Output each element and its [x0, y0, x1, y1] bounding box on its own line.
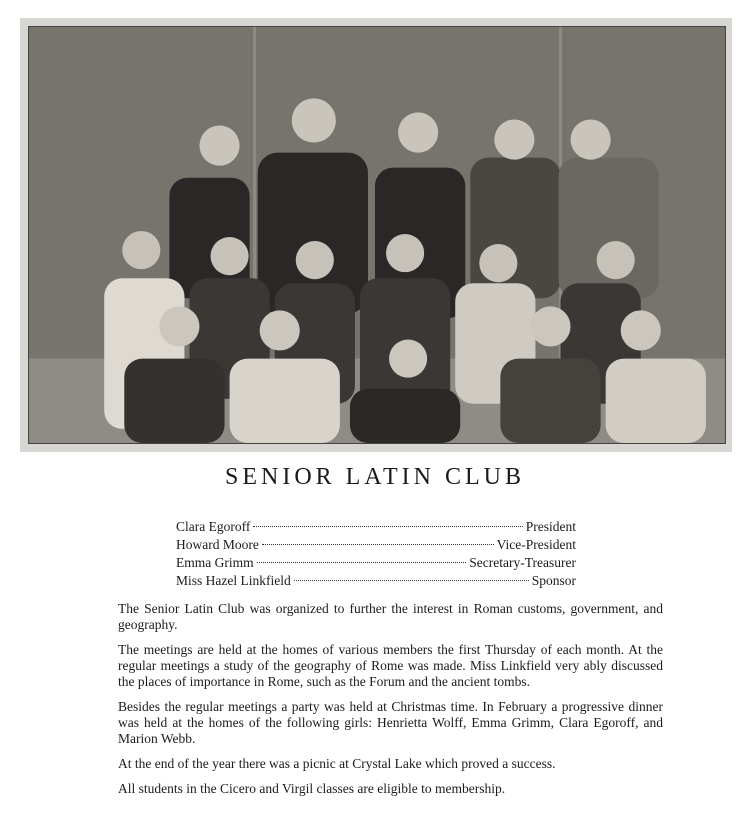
paragraph: At the end of the year there was a picnic at Crystal Lake which proved a success. — [118, 756, 556, 771]
page-title: SENIOR LATIN CLUB — [225, 464, 525, 490]
paragraph: The meetings are held at the homes of various members the first Thursday of each month. At the regular meetings a study of the geography of Rome was made. Miss Linkfield very ably discussed the places of importance in Rome, such as the Forum and the ancient tombs. — [118, 642, 663, 689]
paragraph: All students in the Cicero and Virgil classes are eligible to membership. — [118, 781, 506, 796]
officer-name: Miss Hazel Linkfield — [176, 573, 291, 588]
officer-office: Secretary-Treasurer — [469, 555, 576, 570]
paragraph: The Senior Latin Club was organized to further the interest in Roman customs, government, and geography. — [118, 601, 663, 632]
officer-name: Emma Grimm — [176, 555, 254, 570]
officer-row — [176, 518, 576, 536]
club-group-photo — [28, 26, 726, 444]
officers-list — [176, 518, 576, 590]
officer-row — [176, 572, 576, 590]
dot-leader — [262, 543, 494, 545]
club-photo-frame — [20, 18, 732, 452]
group-photo-illustration — [29, 27, 725, 443]
officer-office: Vice-President — [496, 537, 576, 552]
officer-name: Howard Moore — [176, 537, 259, 552]
dot-leader — [257, 561, 467, 563]
dot-leader — [253, 525, 522, 527]
paragraph: Besides the regular meetings a party was held at Christmas time. In February a progressive dinner was held at the homes of the following girls: Henrietta Wolff, Emma Grimm, Clara Egoroff, and Marion Webb. — [118, 699, 663, 746]
officer-row — [176, 554, 576, 572]
officer-office: President — [525, 519, 576, 534]
dot-leader — [294, 579, 529, 581]
officer-office: Sponsor — [531, 573, 576, 588]
officer-row — [176, 536, 576, 554]
officer-name: Clara Egoroff — [176, 519, 251, 534]
club-description — [118, 601, 663, 806]
